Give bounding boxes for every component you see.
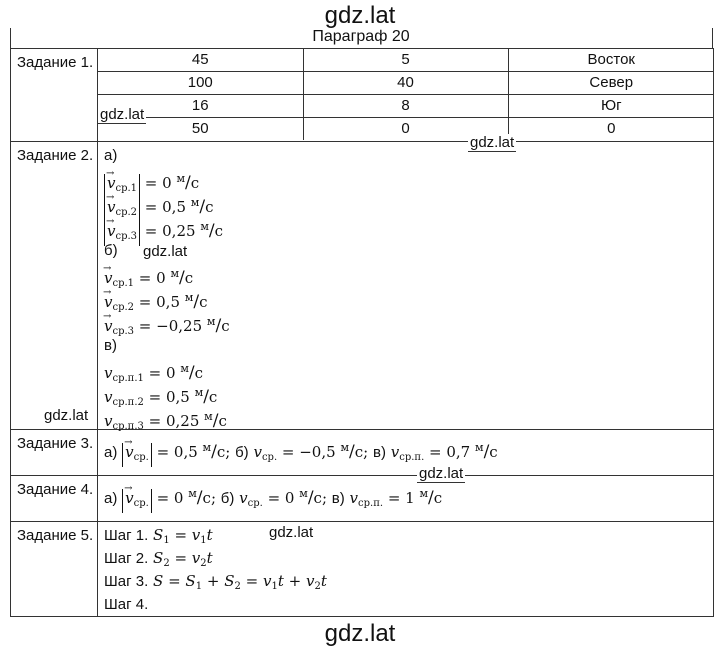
- formula-line: $а) \to v_{ср.} = 0,5$ $^м$/с; б) $v_{ср.} = -0,5$ $^м$/с; в) $v_{ср.п.} = 0,7$ $^м$/с: [104, 436, 713, 460]
- task-row-3: [11, 430, 714, 476]
- table-cell: Юг: [508, 95, 714, 118]
- watermark-bottom: gdz.lat: [324, 620, 396, 647]
- task1-grid: [98, 49, 714, 140]
- watermark-overlay: gdz.lat: [143, 243, 188, 260]
- task-row-2: [11, 142, 714, 430]
- task-label-4: Задание 4.: [11, 476, 98, 522]
- step-line: Шаг 3. $S = S_1 + S_2 = v_1t + v_2t$: [104, 572, 327, 592]
- table-cell: 100: [98, 72, 303, 95]
- watermark-top: gdz.lat: [324, 2, 396, 29]
- part-a-marker: а): [104, 147, 118, 164]
- formula-line: → $v_{ср.2} = 0,5$ $^м$/с: [104, 286, 713, 310]
- table-row: [98, 95, 714, 118]
- formula-line: $v_{ср.п.1} = 0$ $^м$/с: [104, 362, 204, 384]
- task-label-5: Задание 5.: [11, 522, 98, 617]
- table-cell: 40: [303, 72, 508, 95]
- formula-line: $v_{ср.п.3} = 0,25$ $^м$/с: [104, 410, 227, 432]
- task-row-1: [11, 49, 714, 142]
- table-row: [98, 49, 714, 72]
- step-line: Шаг 4.: [104, 596, 149, 613]
- formula-line: $v_{ср.п.2} = 0,5$ $^м$/с: [104, 386, 218, 408]
- part-b-marker: б): [104, 242, 118, 259]
- step-line: Шаг 1. $S_1 = v_1t$: [104, 526, 213, 546]
- formula-line: → $v_{ср.1} = 0$ $^м$/с: [104, 167, 713, 191]
- part-c-marker: в): [104, 337, 117, 354]
- watermark-overlay: gdz.lat: [470, 134, 515, 151]
- table-border-right: [712, 28, 713, 48]
- formula-line: → $v_{ср.2} = 0,5$ $^м$/с: [104, 191, 713, 215]
- task-label-1: Задание 1.: [11, 49, 98, 142]
- answers-table: [10, 48, 714, 617]
- task2-content: [98, 142, 714, 430]
- step-line: Шаг 2. $S_2 = v_2t$: [104, 549, 213, 569]
- task1-grid-cell: [98, 49, 714, 142]
- table-row: [98, 118, 714, 141]
- table-cell: 0: [303, 118, 508, 141]
- task-row-5: [11, 522, 714, 617]
- watermark-overlay: gdz.lat: [419, 465, 464, 482]
- formula-line: → $v_{ср.1} = 0$ $^м$/с: [104, 262, 713, 286]
- formula-line: → $v_{ср.3} = -0,25$ $^м$/с: [104, 310, 713, 334]
- table-cell: Восток: [508, 49, 714, 72]
- table-cell: Север: [508, 72, 714, 95]
- task-label-3: Задание 3.: [11, 430, 98, 476]
- table-cell: 50: [98, 118, 303, 141]
- table-cell: 16: [98, 95, 303, 118]
- paragraph-title: Параграф 20: [312, 28, 410, 45]
- watermark-overlay: gdz.lat: [100, 106, 145, 123]
- table-cell: 0: [607, 120, 616, 137]
- task-label-2: Задание 2.: [11, 142, 98, 430]
- table-row: [98, 72, 714, 95]
- table-cell: 5: [303, 49, 508, 72]
- watermark-overlay: gdz.lat: [269, 524, 314, 541]
- task5-content: [98, 522, 714, 617]
- watermark-overlay: gdz.lat: [44, 407, 89, 424]
- task-row-4: [11, 476, 714, 522]
- table-cell: 45: [98, 49, 303, 72]
- formula-line: $а) \to v_{ср.} = 0$ $^м$/с; б) $v_{ср.} = 0$ $^м$/с; в) $v_{ср.п.} = 1$ $^м$/с: [104, 482, 713, 506]
- formula-line: → $v_{ср.3} = 0,25$ $^м$/с: [104, 215, 713, 239]
- task4-content: [98, 476, 714, 522]
- task3-content: [98, 430, 714, 476]
- table-cell: 8: [303, 95, 508, 118]
